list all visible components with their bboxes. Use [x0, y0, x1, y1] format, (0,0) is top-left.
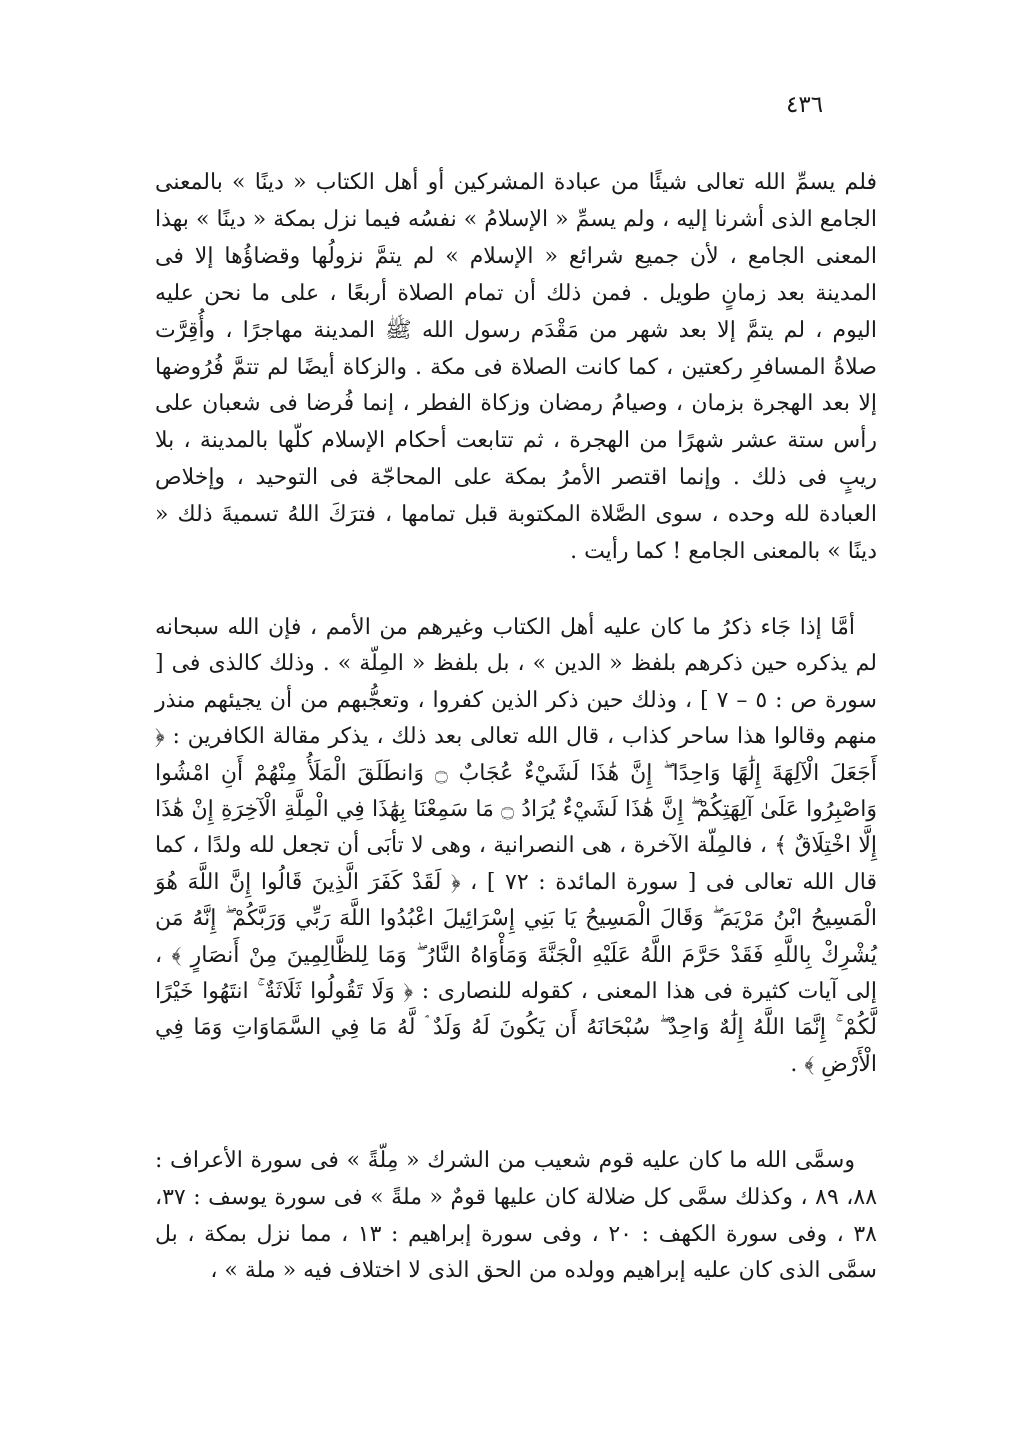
paragraph-1-text: فلم يسمِّ الله تعالى شيئًا من عبادة المشركين أو أهل الكتاب « دينًا » بالمعنى الجامع الذى أشرنا إليه ، ولم يسمِّ « الإسلامُ » نفسُه فيما نزل بمكة « دينًا » بهذا المعنى الجامع ، لأن جميع شرائع « الإسلام » لم يتمَّ نزولُها وقضاؤُها إلا فى المدينة بعد زمانٍ طويل . فمن ذلك أن تمام الصلاة أربعًا ، على ما نحن عليه اليوم ، لم يتمَّ إلا بعد شهر من مَقْدَم رسول الله ﷺ المدينة مهاجرًا ، وأُقِرَّت صلاةُ المسافرِ ركعتين ، كما كانت الصلاة فى مكة . والزكاة أيضًا لم تتمَّ فُرُوضها إلا بعد الهجرة بزمان ، وصيامُ رمضان وزكاة الفطر ، إنما فُرضا فى شعبان على رأس ستة عشر شهرًا من الهجرة ، ثم تتابعت أحكام الإسلام كلّها بالمدينة ، بلا ريبٍ فى ذلك . وإنما اقتصر الأمرُ بمكة على المحاجّة فى التوحيد ، وإخلاص العبادة لله وحده ، سوى الصَّلاة المكتوبة قبل تمامها ، فترَكَ اللهُ تسميةَ ذلك « دينًا » بالمعنى الجامع ! كما رأيت .: [155, 170, 878, 565]
paragraph-3: [155, 1143, 877, 1290]
paragraph-2: [155, 610, 877, 1083]
paragraph-1: [155, 165, 877, 571]
page-number: ٤٣٦: [786, 92, 824, 118]
paragraph-3-text: وسمَّى الله ما كان عليه قوم شعيب من الشرك « مِلّةً » فى سورة الأعراف : ٨٨، ٨٩ ، وكذلك سمَّى كل ضلالة كان عليها قومٌ « ملةً » فى سورة يوسف : ٣٧، ٣٨ ، وفى سورة الكهف : ٢٠ ، وفى سورة إبراهيم : ١٣ ، مما نزل بمكة ، بل سمَّى الذى كان عليه إبراهيم وولده من الحق الذى لا اختلاف فيه « ملة » ،: [155, 1148, 878, 1284]
paragraph-2-text: أمَّا إذا جَاء ذكرُ ما كان عليه أهل الكتاب وغيرهم من الأمم ، فإن الله سبحانه لم يذكره حين ذكرهم بلفظ « الدين » ، بل بلفظ « المِلّة » . وذلك كالذى فى [ سورة ص : ٥ – ٧ ] ، وذلك حين ذكر الذين كفروا ، وتعجُّبهم من أن يجيئهم منذر منهم وقالوا هذا ساحر كذاب ، قال الله تعالى بعد ذلك ، يذكر مقالة الكافرين : ﴿ أَجَعَلَ الْآلِهَةَ إِلَٰهًا وَاحِدًا ۖ إِنَّ هَٰذَا لَشَيْءٌ عُجَابٌ ۝ وَانطَلَقَ الْمَلَأُ مِنْهُمْ أَنِ امْشُوا وَاصْبِرُوا عَلَىٰ آلِهَتِكُمْ ۖ إِنَّ هَٰذَا لَشَيْءٌ يُرَادُ ۝ مَا سَمِعْنَا بِهَٰذَا فِي الْمِلَّةِ الْآخِرَةِ إِنْ هَٰذَا إِلَّا اخْتِلَاقٌ ﴾ ، فالمِلّة الآخرة ، هى النصرانية ، وهى لا تأبَى أن تجعل لله ولدًا ، كما قال الله تعالى فى [ سورة المائدة : ٧٢ ] ، ﴿ لَقَدْ كَفَرَ الَّذِينَ قَالُوا إِنَّ اللَّهَ هُوَ الْمَسِيحُ ابْنُ مَرْيَمَ ۖ وَقَالَ الْمَسِيحُ يَا بَنِي إِسْرَائِيلَ اعْبُدُوا اللَّهَ رَبِّي وَرَبَّكُمْ ۖ إِنَّهُ مَن يُشْرِكْ بِاللَّهِ فَقَدْ حَرَّمَ اللَّهُ عَلَيْهِ الْجَنَّةَ وَمَأْوَاهُ النَّارُ ۖ وَمَا لِلظَّالِمِينَ مِنْ أَنصَارٍ ﴾ ، إلى آيات كثيرة فى هذا المعنى ، كقوله للنصارى : ﴿ وَلَا تَقُولُوا ثَلَاثَةٌ ۚ انتَهُوا خَيْرًا لَّكُمْ ۚ إِنَّمَا اللَّهُ إِلَٰهٌ وَاحِدٌ ۖ سُبْحَانَهُ أَن يَكُونَ لَهُ وَلَدٌ ۘ لَّهُ مَا فِي السَّمَاوَاتِ وَمَا فِي الْأَرْضِ ﴾ .: [155, 615, 878, 1077]
